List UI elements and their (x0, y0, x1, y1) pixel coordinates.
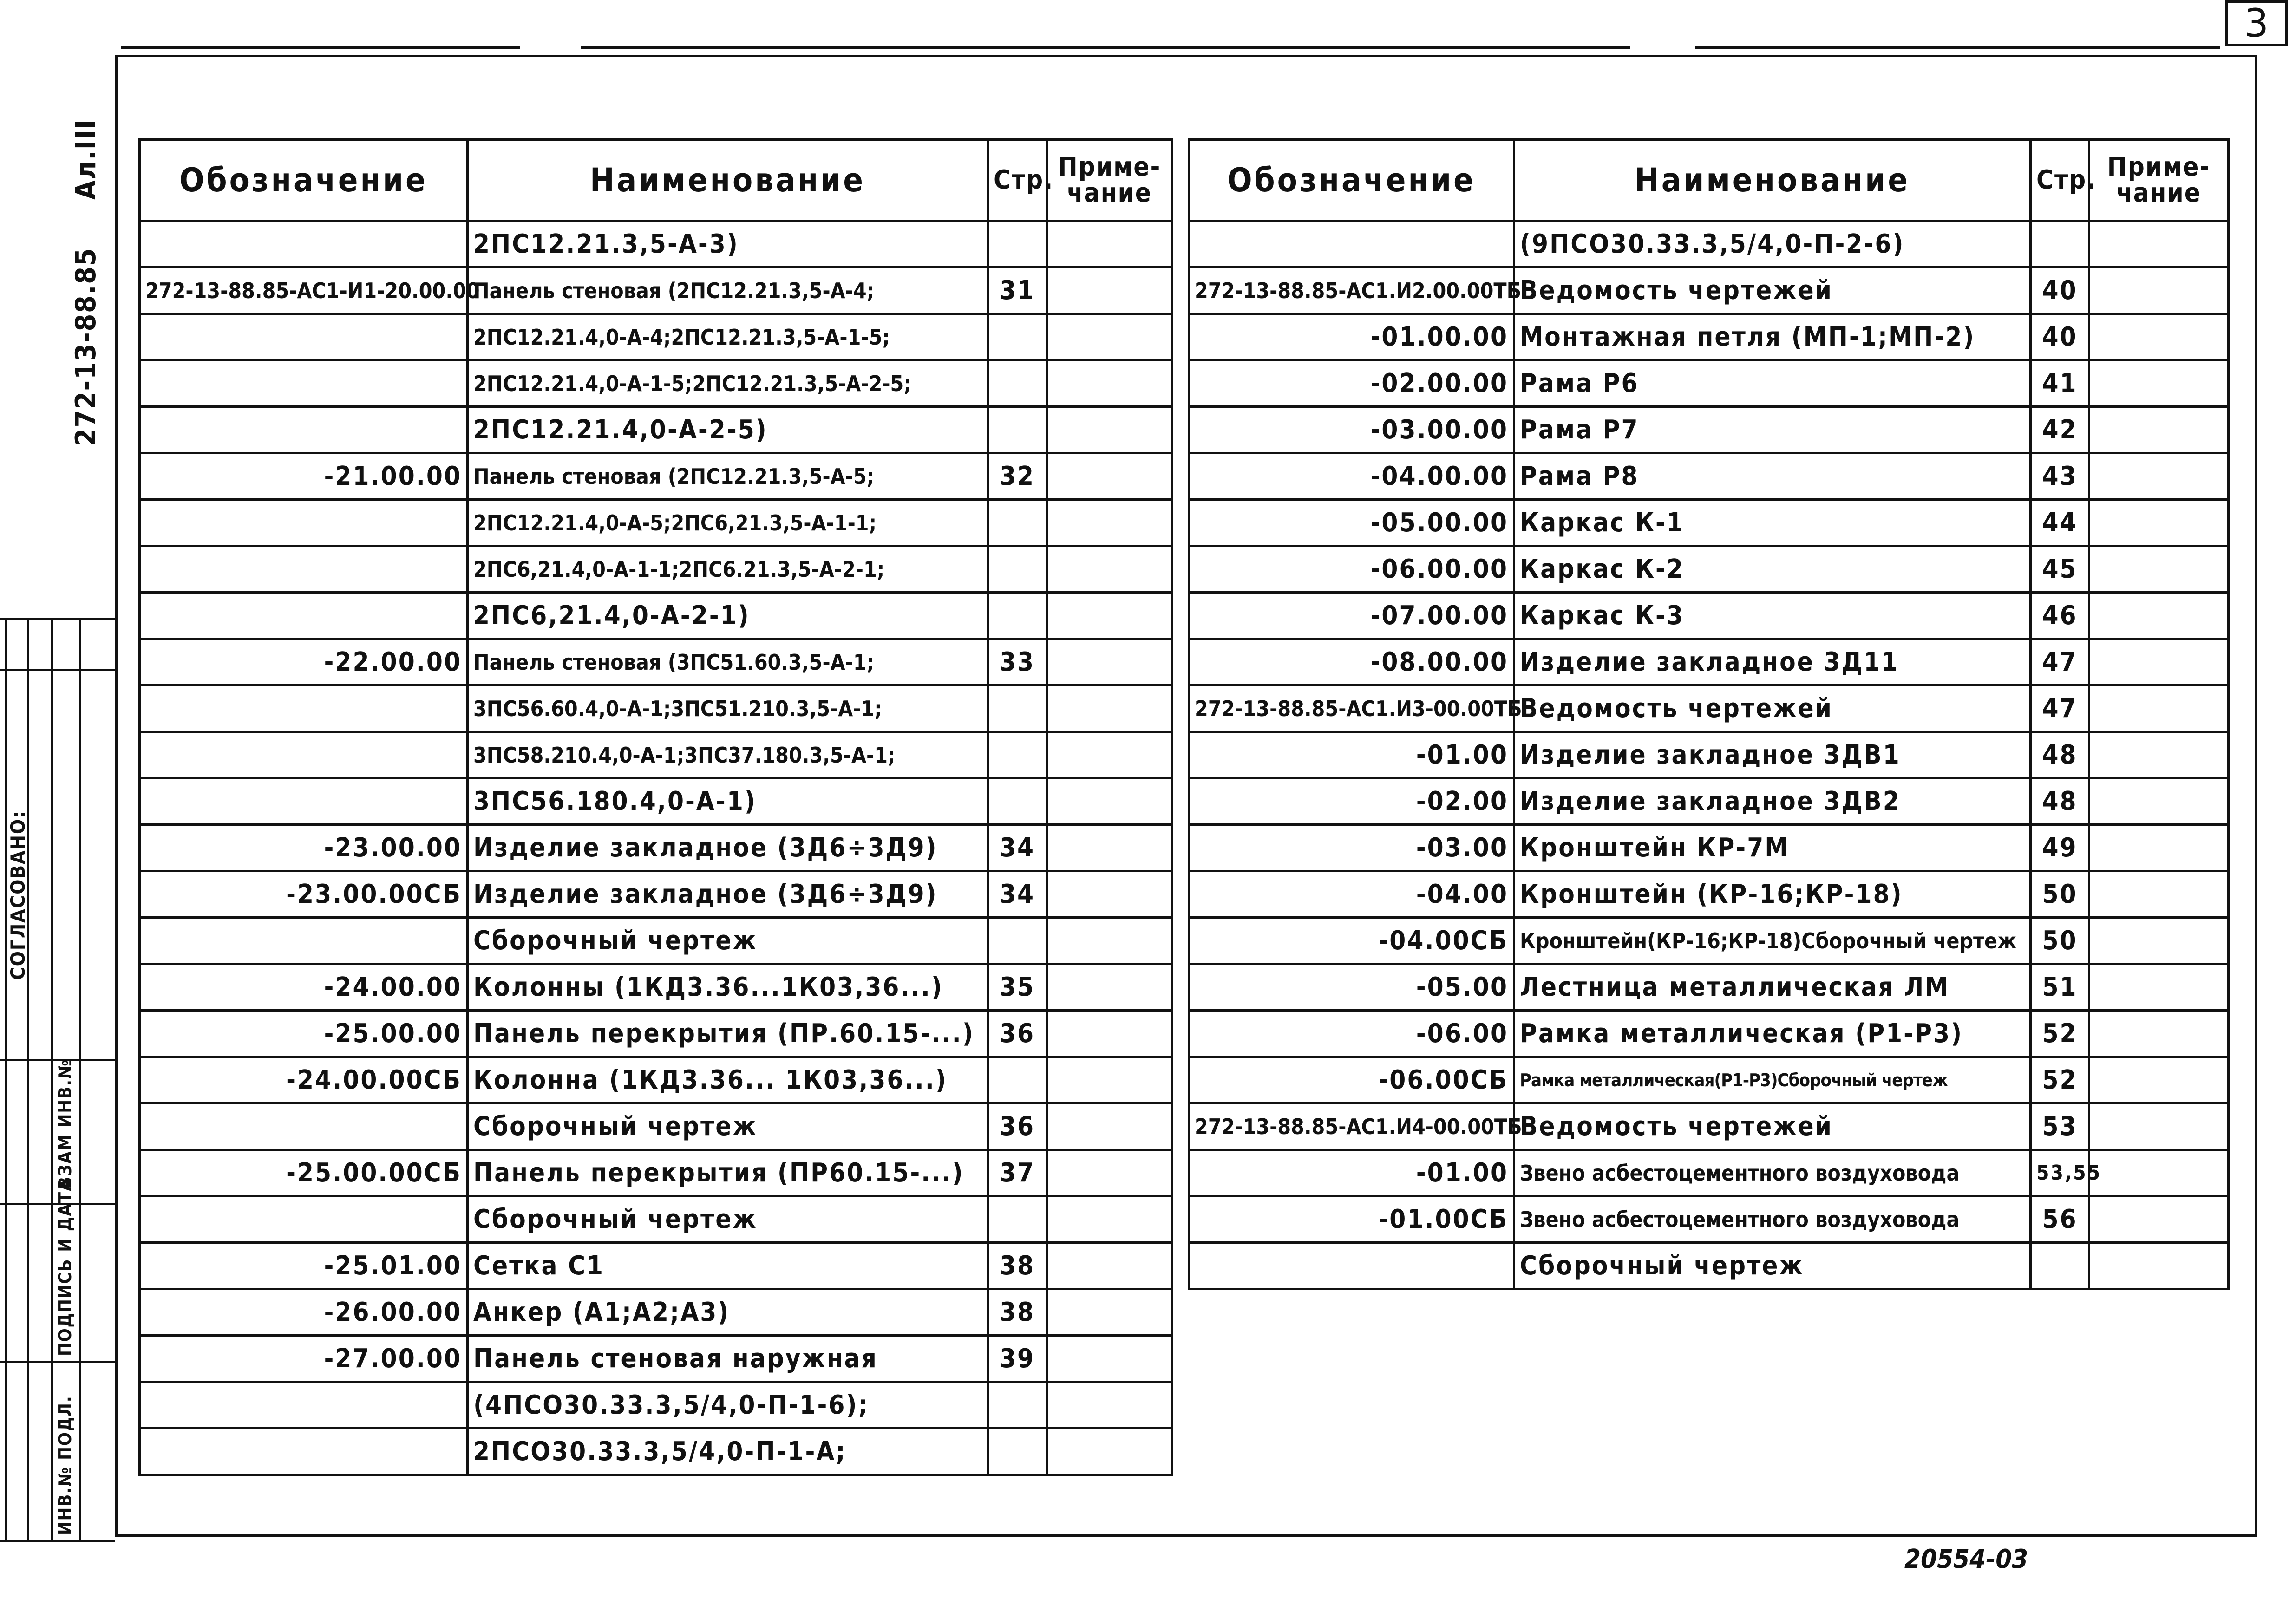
sign-date-label: ПОДПИСЬ И ДАТА (55, 1178, 75, 1356)
note-cell (1047, 732, 1172, 778)
table-row (1189, 593, 2229, 639)
top-border-line-2 (581, 46, 1630, 49)
note-cell (1047, 314, 1172, 360)
note-cell (2089, 685, 2229, 732)
table-header-row (1189, 140, 2229, 221)
table-row (140, 778, 1172, 825)
page-cell (2031, 1243, 2089, 1289)
note-cell (1047, 825, 1172, 871)
page-cell: 36 (988, 1011, 1047, 1057)
table-row (1189, 1011, 2229, 1057)
name-cell: Рама Р7 (1514, 407, 2031, 453)
stamp-line (79, 618, 81, 1542)
name-cell: 2ПС6,21.4,0-А-1-1;2ПС6.21.3,5-А-2-1; (468, 546, 988, 593)
page-cell (988, 1196, 1047, 1243)
note-cell (2089, 1196, 2229, 1243)
page-cell: 38 (988, 1289, 1047, 1336)
page-cell: 33 (988, 639, 1047, 685)
page-cell: 40 (2031, 314, 2089, 360)
page-cell (988, 732, 1047, 778)
drawing-list-table-right (1188, 138, 2230, 1290)
designation-cell: -01.00 (1189, 1150, 1514, 1196)
designation-cell: 272-13-88.85-АС1-И1-20.00.00 (140, 268, 468, 314)
note-cell (2089, 918, 2229, 964)
note-cell (1047, 685, 1172, 732)
note-cell (1047, 778, 1172, 825)
table-row (1189, 221, 2229, 268)
designation-cell: -25.00.00СБ (140, 1150, 468, 1196)
name-header: Наименование (468, 140, 988, 221)
page-cell: 52 (2031, 1057, 2089, 1103)
table-row (140, 1150, 1172, 1196)
designation-cell: -04.00СБ (1189, 918, 1514, 964)
name-cell: 2ПС12.21.4,0-А-4;2ПС12.21.3,5-А-1-5; (468, 314, 988, 360)
page-cell (988, 221, 1047, 268)
page-cell: 45 (2031, 546, 2089, 593)
note-cell (2089, 500, 2229, 546)
table-header-row (140, 140, 1172, 221)
note-cell (1047, 1243, 1172, 1289)
designation-cell: -01.00.00 (1189, 314, 1514, 360)
name-cell: Панель перекрытия (ПР60.15-...) (468, 1150, 988, 1196)
table-row (140, 1336, 1172, 1382)
note-cell (1047, 871, 1172, 918)
designation-cell (140, 685, 468, 732)
table-row (140, 593, 1172, 639)
designation-header: Обозначение (1189, 140, 1514, 221)
designation-cell: -03.00.00 (1189, 407, 1514, 453)
designation-cell (1189, 1243, 1514, 1289)
table-row (140, 453, 1172, 500)
page-cell: 34 (988, 825, 1047, 871)
sheet-code: Ал.III (70, 118, 102, 200)
name-cell: Ведомость чертежей (1514, 1103, 2031, 1150)
page-cell: 53 (2031, 1103, 2089, 1150)
name-cell: Рамка металлическая(Р1-Р3)Сборочный чертеж (1514, 1057, 2031, 1103)
name-cell: Рама Р8 (1514, 453, 2031, 500)
table-row (140, 1243, 1172, 1289)
note-cell (1047, 639, 1172, 685)
page-cell: 35 (988, 964, 1047, 1011)
name-cell: Панель стеновая (3ПС51.60.3,5-А-1; (468, 639, 988, 685)
page-cell: 47 (2031, 639, 2089, 685)
page-cell: 36 (988, 1103, 1047, 1150)
name-cell: Сборочный чертеж (468, 1103, 988, 1150)
name-cell: Панель перекрытия (ПР.60.15-...) (468, 1011, 988, 1057)
table-row (1189, 546, 2229, 593)
table-row (1189, 360, 2229, 407)
note-cell (1047, 918, 1172, 964)
name-cell: Кронштейн КР-7М (1514, 825, 2031, 871)
page-cell (988, 500, 1047, 546)
note-cell (2089, 1103, 2229, 1150)
table-row (140, 1011, 1172, 1057)
designation-cell: -26.00.00 (140, 1289, 468, 1336)
name-cell: Колонна (1КД3.36... 1К03,36...) (468, 1057, 988, 1103)
note-cell (2089, 314, 2229, 360)
table-row (140, 221, 1172, 268)
table-row (140, 918, 1172, 964)
name-cell: Рама Р6 (1514, 360, 2031, 407)
page-cell: 48 (2031, 732, 2089, 778)
table-row (140, 1057, 1172, 1103)
sheet-number: 3 (2225, 0, 2288, 46)
page-cell: 40 (2031, 268, 2089, 314)
top-border-line-1 (121, 46, 520, 49)
designation-cell: 272-13-88.85-АС1.И2.00.00ТБ (1189, 268, 1514, 314)
note-cell (2089, 546, 2229, 593)
designation-cell: 272-13-88.85-АС1.И3-00.00ТБ (1189, 685, 1514, 732)
note-cell (1047, 268, 1172, 314)
note-cell (1047, 1103, 1172, 1150)
note-cell (1047, 546, 1172, 593)
designation-cell: -02.00 (1189, 778, 1514, 825)
stamp-line (27, 618, 29, 1542)
designation-cell (140, 918, 468, 964)
page-cell: 43 (2031, 453, 2089, 500)
designation-cell: 272-13-88.85-АС1.И4-00.00ТБ (1189, 1103, 1514, 1150)
designation-cell: -23.00.00 (140, 825, 468, 871)
table-row (140, 1289, 1172, 1336)
table-row (140, 360, 1172, 407)
page-cell: 56 (2031, 1196, 2089, 1243)
name-cell: Каркас К-1 (1514, 500, 2031, 546)
document-id: 20554-03 (1904, 1544, 2028, 1574)
name-cell: (9ПСО30.33.3,5/4,0-П-2-6) (1514, 221, 2031, 268)
designation-cell: -21.00.00 (140, 453, 468, 500)
table-row (140, 268, 1172, 314)
stamp-line (5, 618, 7, 1542)
designation-cell (140, 1196, 468, 1243)
designation-cell: -22.00.00 (140, 639, 468, 685)
table-row (140, 407, 1172, 453)
note-cell (1047, 1196, 1172, 1243)
page-cell (988, 1057, 1047, 1103)
note-cell (2089, 1057, 2229, 1103)
designation-cell (140, 1429, 468, 1475)
name-cell: 3ПС58.210.4,0-А-1;3ПС37.180.3,5-А-1; (468, 732, 988, 778)
name-cell: Каркас К-2 (1514, 546, 2031, 593)
designation-cell: -04.00.00 (1189, 453, 1514, 500)
designation-cell: -04.00 (1189, 871, 1514, 918)
name-cell: 2ПС12.21.4,0-А-1-5;2ПС12.21.3,5-А-2-5; (468, 360, 988, 407)
page-cell: 44 (2031, 500, 2089, 546)
page-cell: 51 (2031, 964, 2089, 1011)
table-row (1189, 732, 2229, 778)
table-row (140, 1196, 1172, 1243)
margin-stamp (0, 618, 115, 1542)
note-cell (2089, 360, 2229, 407)
designation-cell: -25.00.00 (140, 1011, 468, 1057)
table-row (1189, 918, 2229, 964)
table-row (140, 500, 1172, 546)
top-border-line-3 (1695, 46, 2220, 49)
table-row (1189, 1243, 2229, 1289)
table-row (1189, 871, 2229, 918)
designation-cell (140, 1103, 468, 1150)
table-row (1189, 639, 2229, 685)
designation-cell: -07.00.00 (1189, 593, 1514, 639)
page-cell (988, 1382, 1047, 1429)
table-row (1189, 407, 2229, 453)
page-cell: 47 (2031, 685, 2089, 732)
table-row (1189, 685, 2229, 732)
name-cell: Изделие закладное 3ДВ1 (1514, 732, 2031, 778)
designation-cell: -01.00СБ (1189, 1196, 1514, 1243)
agreed-label: СОГЛАСОВАНО: (7, 810, 29, 980)
name-header: Наименование (1514, 140, 2031, 221)
name-cell: Сборочный чертеж (468, 1196, 988, 1243)
designation-cell: -06.00 (1189, 1011, 1514, 1057)
designation-cell: -05.00.00 (1189, 500, 1514, 546)
note-cell (2089, 778, 2229, 825)
note-cell (2089, 407, 2229, 453)
table-row (140, 871, 1172, 918)
table-row (140, 964, 1172, 1011)
designation-cell (140, 407, 468, 453)
doc-code: 272-13-88.85 (70, 247, 102, 446)
page-cell: 41 (2031, 360, 2089, 407)
table-row (1189, 1196, 2229, 1243)
table-row (1189, 778, 2229, 825)
note-cell (2089, 453, 2229, 500)
table-row (140, 1103, 1172, 1150)
page-cell: 31 (988, 268, 1047, 314)
page-cell: 50 (2031, 918, 2089, 964)
name-cell: Каркас К-3 (1514, 593, 2031, 639)
designation-cell: -27.00.00 (140, 1336, 468, 1382)
page-cell: 52 (2031, 1011, 2089, 1057)
table-row (1189, 825, 2229, 871)
designation-cell (140, 221, 468, 268)
name-cell: 2ПСО30.33.3,5/4,0-П-1-А; (468, 1429, 988, 1475)
note-cell (2089, 732, 2229, 778)
page-cell: 39 (988, 1336, 1047, 1382)
page-cell (988, 314, 1047, 360)
name-cell: Звено асбестоцементного воздуховода (1514, 1150, 2031, 1196)
name-cell: Ведомость чертежей (1514, 685, 2031, 732)
name-cell: Изделие закладное 3Д11 (1514, 639, 2031, 685)
name-cell: Изделие закладное (3Д6÷3Д9) (468, 825, 988, 871)
designation-cell: -02.00.00 (1189, 360, 1514, 407)
note-cell (2089, 639, 2229, 685)
designation-cell: -06.00.00 (1189, 546, 1514, 593)
note-header: Приме-чание (2089, 140, 2229, 221)
page-cell (2031, 221, 2089, 268)
note-cell (1047, 1382, 1172, 1429)
inv-replace-label: ВЗАМ ИНВ.№ (55, 1058, 75, 1189)
designation-cell (140, 593, 468, 639)
name-cell: 2ПС12.21.4,0-А-2-5) (468, 407, 988, 453)
page-cell: 50 (2031, 871, 2089, 918)
name-cell: Изделие закладное (3Д6÷3Д9) (468, 871, 988, 918)
name-cell: 2ПС12.21.3,5-А-3) (468, 221, 988, 268)
page-cell: 49 (2031, 825, 2089, 871)
table-row (140, 314, 1172, 360)
note-cell (1047, 964, 1172, 1011)
designation-cell (140, 1382, 468, 1429)
name-cell: Лестница металлическая ЛМ (1514, 964, 2031, 1011)
name-cell: Сборочный чертеж (1514, 1243, 2031, 1289)
table-row (140, 546, 1172, 593)
name-cell: Кронштейн (КР-16;КР-18) (1514, 871, 2031, 918)
name-cell: Монтажная петля (МП-1;МП-2) (1514, 314, 2031, 360)
note-cell (1047, 1150, 1172, 1196)
note-cell (2089, 1243, 2229, 1289)
page-cell (988, 546, 1047, 593)
table-row (1189, 964, 2229, 1011)
stamp-line (0, 618, 115, 620)
drawing-list-table-left (138, 138, 1173, 1476)
designation-cell: -06.00СБ (1189, 1057, 1514, 1103)
page-cell: 37 (988, 1150, 1047, 1196)
designation-cell (140, 546, 468, 593)
stamp-line (0, 669, 115, 671)
page-cell: 48 (2031, 778, 2089, 825)
note-cell (1047, 1057, 1172, 1103)
page-cell (988, 593, 1047, 639)
name-cell: 3ПС56.180.4,0-А-1) (468, 778, 988, 825)
designation-cell: -03.00 (1189, 825, 1514, 871)
note-cell (1047, 1289, 1172, 1336)
table-row (140, 825, 1172, 871)
note-cell (1047, 360, 1172, 407)
name-cell: Панель стеновая наружная (468, 1336, 988, 1382)
note-cell (1047, 1429, 1172, 1475)
name-cell: Сетка С1 (468, 1243, 988, 1289)
name-cell: 3ПС56.60.4,0-А-1;3ПС51.210.3,5-А-1; (468, 685, 988, 732)
page-cell: 42 (2031, 407, 2089, 453)
name-cell: Колонны (1КД3.36...1К03,36...) (468, 964, 988, 1011)
name-cell: (4ПСО30.33.3,5/4,0-П-1-6); (468, 1382, 988, 1429)
table-row (1189, 500, 2229, 546)
stamp-line (0, 1540, 115, 1542)
designation-cell (1189, 221, 1514, 268)
table-row (140, 1382, 1172, 1429)
page-cell: 34 (988, 871, 1047, 918)
page-cell (988, 1429, 1047, 1475)
table-row (1189, 1150, 2229, 1196)
table-row (1189, 453, 2229, 500)
note-cell (2089, 268, 2229, 314)
name-cell: Рамка металлическая (Р1-Р3) (1514, 1011, 2031, 1057)
note-cell (1047, 1011, 1172, 1057)
page-cell (988, 407, 1047, 453)
designation-cell (140, 778, 468, 825)
name-cell: Кронштейн(КР-16;КР-18)Сборочный чертеж (1514, 918, 2031, 964)
note-header: Приме-чание (1047, 140, 1172, 221)
designation-cell: -24.00.00 (140, 964, 468, 1011)
page-cell (988, 918, 1047, 964)
note-cell (1047, 500, 1172, 546)
table-row (1189, 314, 2229, 360)
name-cell: Панель стеновая (2ПС12.21.3,5-А-4; (468, 268, 988, 314)
name-cell: 2ПС6,21.4,0-А-2-1) (468, 593, 988, 639)
page-header: Стр. (988, 140, 1047, 221)
name-cell: Звено асбестоцементного воздуховода (1514, 1196, 2031, 1243)
page-cell: 32 (988, 453, 1047, 500)
name-cell: Анкер (А1;А2;А3) (468, 1289, 988, 1336)
table-row (140, 732, 1172, 778)
designation-header: Обозначение (140, 140, 468, 221)
note-cell (2089, 871, 2229, 918)
note-cell (1047, 593, 1172, 639)
note-cell (1047, 453, 1172, 500)
table-row (140, 1429, 1172, 1475)
name-cell: 2ПС12.21.4,0-А-5;2ПС6,21.3,5-А-1-1; (468, 500, 988, 546)
page-cell: 53,55 (2031, 1150, 2089, 1196)
table-row (1189, 1103, 2229, 1150)
page-cell: 38 (988, 1243, 1047, 1289)
inv-orig-label: ИНВ.№ ПОДЛ. (55, 1395, 75, 1535)
name-cell: Изделие закладное 3ДВ2 (1514, 778, 2031, 825)
designation-cell: -25.01.00 (140, 1243, 468, 1289)
note-cell (1047, 407, 1172, 453)
name-cell: Сборочный чертеж (468, 918, 988, 964)
table-row (140, 685, 1172, 732)
note-cell (1047, 1336, 1172, 1382)
note-cell (2089, 1011, 2229, 1057)
designation-cell (140, 500, 468, 546)
page-cell (988, 778, 1047, 825)
designation-cell: -05.00 (1189, 964, 1514, 1011)
designation-cell: -23.00.00СБ (140, 871, 468, 918)
table-row (1189, 268, 2229, 314)
name-cell: Ведомость чертежей (1514, 268, 2031, 314)
note-cell (2089, 964, 2229, 1011)
table-row (1189, 1057, 2229, 1103)
note-cell (2089, 221, 2229, 268)
designation-cell (140, 732, 468, 778)
note-cell (2089, 593, 2229, 639)
page-header: Стр. (2031, 140, 2089, 221)
stamp-line (0, 1361, 115, 1363)
designation-cell: -24.00.00СБ (140, 1057, 468, 1103)
page-cell (988, 685, 1047, 732)
stamp-line (51, 618, 53, 1542)
note-cell (1047, 221, 1172, 268)
note-cell (2089, 1150, 2229, 1196)
designation-cell (140, 360, 468, 407)
page-cell: 46 (2031, 593, 2089, 639)
designation-cell (140, 314, 468, 360)
page-cell (988, 360, 1047, 407)
designation-cell: -01.00 (1189, 732, 1514, 778)
table-row (140, 639, 1172, 685)
note-cell (2089, 825, 2229, 871)
designation-cell: -08.00.00 (1189, 639, 1514, 685)
name-cell: Панель стеновая (2ПС12.21.3,5-А-5; (468, 453, 988, 500)
